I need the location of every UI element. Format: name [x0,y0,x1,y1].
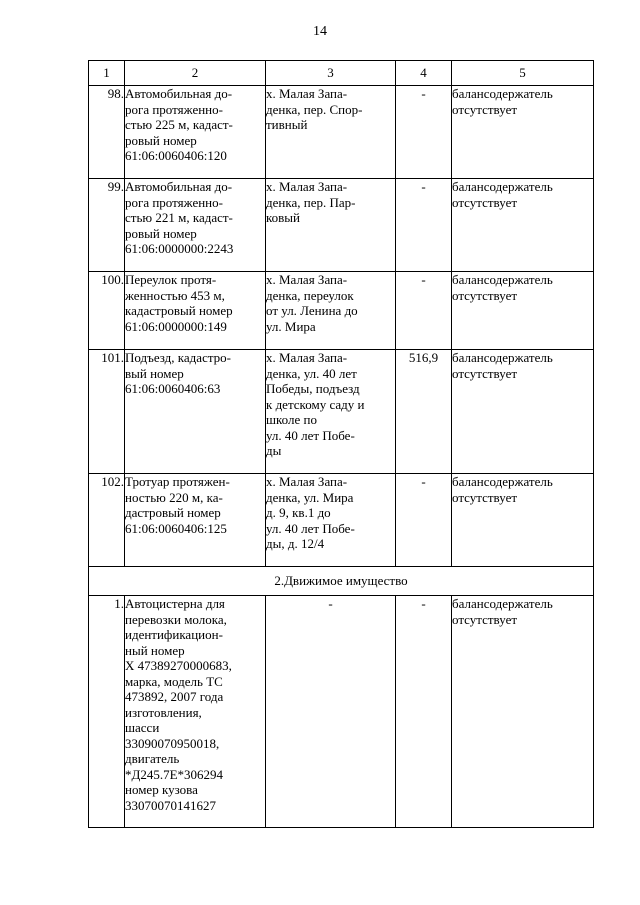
row-number: 98. [89,86,125,179]
object-area: - [396,86,452,179]
column-header-3: 3 [266,61,396,86]
table-row [89,272,594,350]
object-name: Подъезд, кадастро- вый номер 61:06:0060406:63 [125,350,232,396]
section-title: 2.Движимое имущество [89,567,594,596]
object-area: - [396,272,452,350]
object-name: Автоцистерна для перевозки молока, идентификацион- ный номер X 47389270000683, марка, модель ТС 473892, 2007 года изготовления, шасси 33090070950018, двигатель *Д245.7Е*306294 номер кузова 33070070141627 [125,596,232,813]
row-number: 99. [89,179,125,272]
object-area: - [396,474,452,567]
object-name: Переулок протя- женностью 453 м, кадастровый номер 61:06:0000000:149 [125,272,233,334]
table-header-row [89,61,594,86]
column-header-4: 4 [396,61,452,86]
table-row [89,474,594,567]
property-registry-table [88,60,594,828]
section-row [89,567,594,596]
balance-holder: балансодержатель отсутствует [452,86,553,117]
object-address: х. Малая Запа- денка, переулок от ул. Ленина до ул. Мира [266,272,358,334]
balance-holder: балансодержатель отсутствует [452,596,553,627]
object-address: х. Малая Запа- денка, пер. Спор- тивный [266,86,363,132]
balance-holder: балансодержатель отсутствует [452,179,553,210]
object-address: - [266,596,396,828]
row-number: 1. [89,596,125,828]
column-header-1: 1 [89,61,125,86]
object-address: х. Малая Запа- денка, ул. Мира д. 9, кв.1 до ул. 40 лет Побе- ды, д. 12/4 [266,474,355,551]
table-row [89,596,594,828]
object-address: х. Малая Запа- денка, ул. 40 лет Победы, подъезд к детскому саду и школе по ул. 40 лет Побе- ды [266,350,365,458]
balance-holder: балансодержатель отсутствует [452,350,553,381]
column-header-2: 2 [125,61,266,86]
object-area: - [396,596,452,828]
column-header-5: 5 [452,61,594,86]
row-number: 101. [89,350,125,474]
table-row [89,350,594,474]
table-row [89,86,594,179]
object-name: Автомобильная до- рога протяженно- стью 221 м, кадаст- ровый номер 61:06:0000000:2243 [125,179,234,256]
page-number: 14 [313,24,327,39]
balance-holder: балансодержатель отсутствует [452,474,553,505]
row-number: 100. [89,272,125,350]
table-row [89,179,594,272]
balance-holder: балансодержатель отсутствует [452,272,553,303]
object-area: 516,9 [396,350,452,474]
object-name: Автомобильная до- рога протяженно- стью 225 м, кадаст- ровый номер 61:06:0060406:120 [125,86,233,163]
object-name: Тротуар протяжен- ностью 220 м, ка- дастровый номер 61:06:0060406:125 [125,474,230,536]
row-number: 102. [89,474,125,567]
object-address: х. Малая Запа- денка, пер. Пар- ковый [266,179,356,225]
object-area: - [396,179,452,272]
